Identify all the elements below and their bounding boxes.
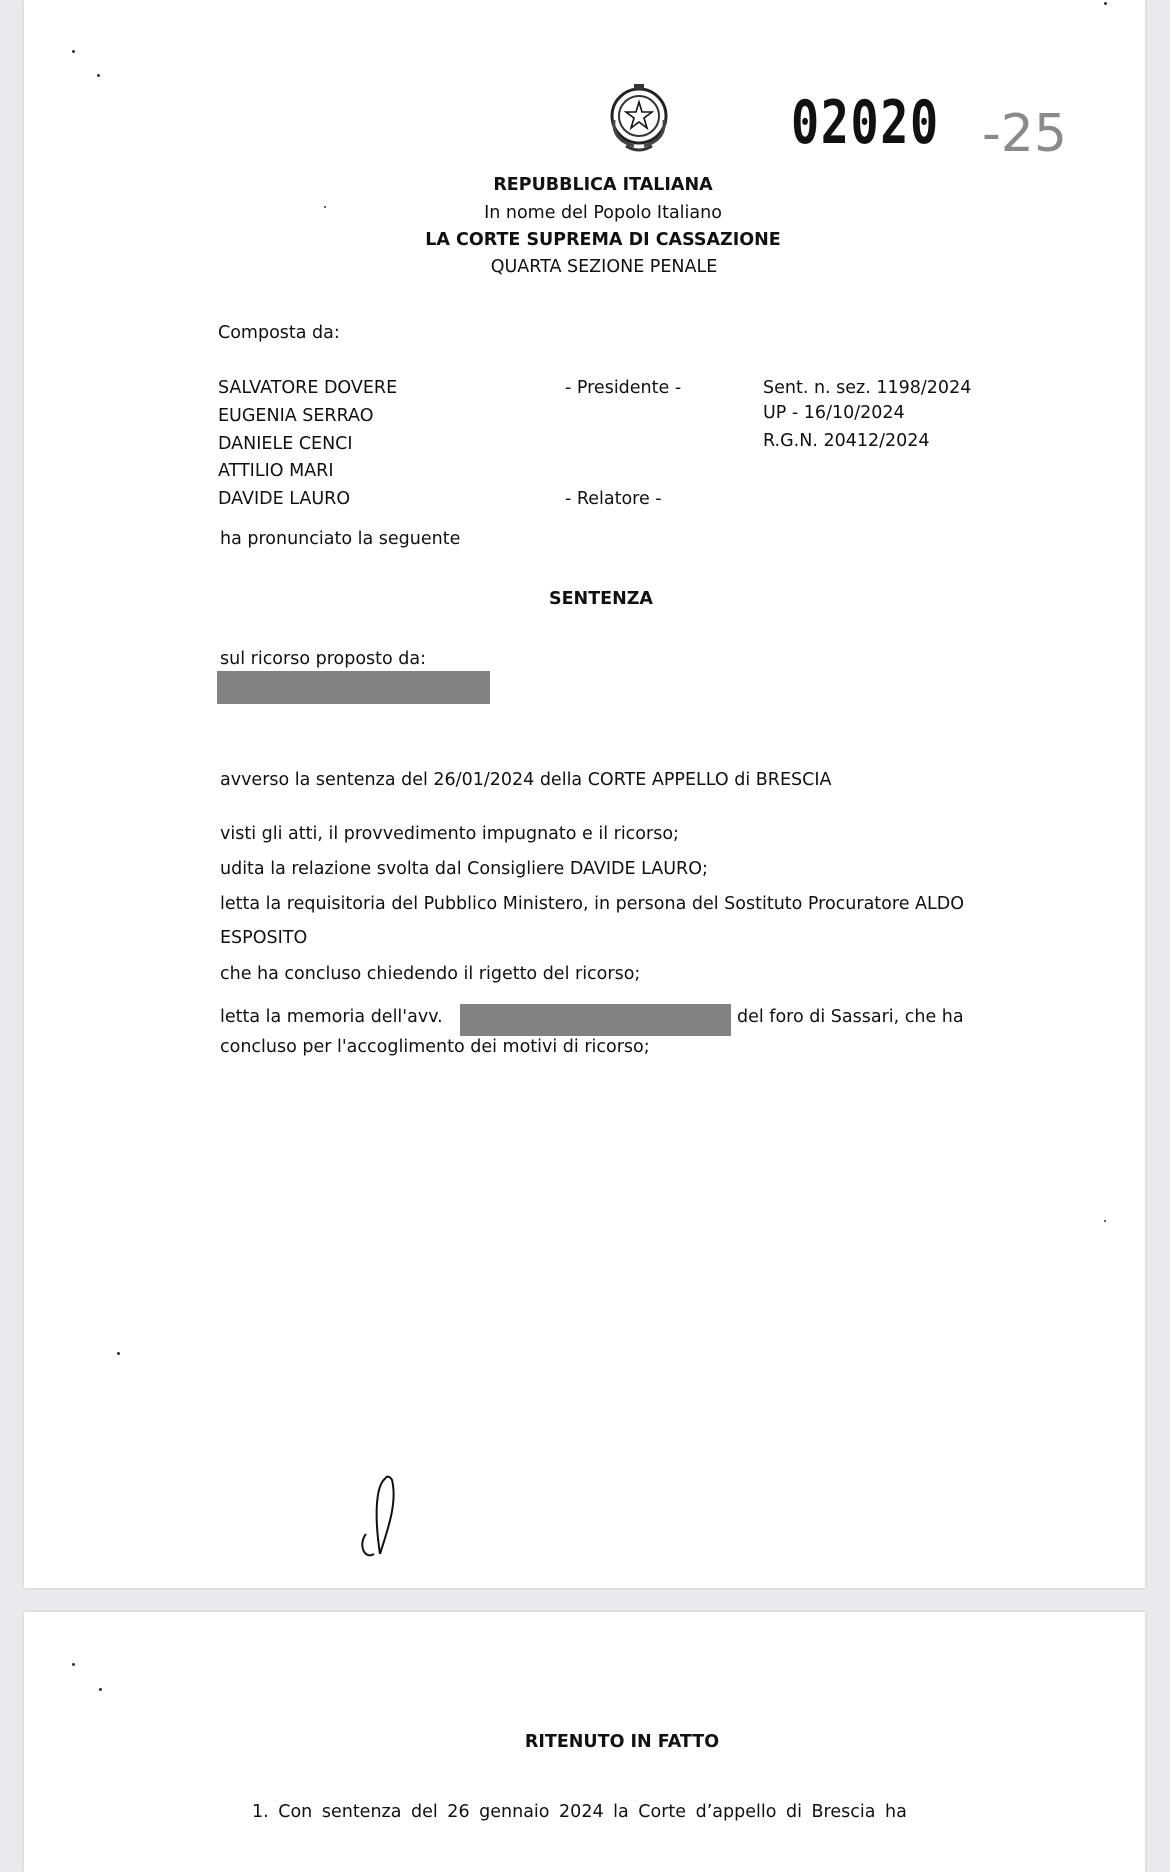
composition-label: Composta da: bbox=[218, 323, 340, 343]
registry-stamp-suffix: -25 bbox=[982, 104, 1067, 164]
against-line: avverso la sentenza del 26/01/2024 della CORTE APPELLO di BRESCIA bbox=[220, 770, 832, 790]
scan-speck bbox=[99, 1688, 102, 1691]
requisitoria-line: letta la requisitoria del Pubblico Ministero, in persona del Sostituto Procuratore ALDO bbox=[220, 894, 964, 914]
header-people: In nome del Popolo Italiano bbox=[484, 203, 722, 223]
concluded-line: che ha concluso chiedendo il rigetto del ricorso; bbox=[220, 964, 641, 984]
sentence-title: SENTENZA bbox=[549, 589, 653, 609]
scan-speck bbox=[324, 206, 326, 208]
scan-speck bbox=[72, 1663, 75, 1666]
registry-stamp-number: 02020 bbox=[791, 88, 940, 158]
scan-speck bbox=[97, 74, 100, 77]
role-rapporteur: - Relatore - bbox=[565, 489, 662, 509]
case-ref-rgn: R.G.N. 20412/2024 bbox=[763, 431, 930, 451]
header-republic: REPUBBLICA ITALIANA bbox=[493, 175, 713, 195]
memo-line-suffix: del foro di Sassari, che ha bbox=[737, 1007, 964, 1027]
appeal-by-line: sul ricorso proposto da: bbox=[220, 649, 427, 669]
document-page-2 bbox=[24, 1612, 1145, 1872]
requisitoria-line-cont: ESPOSITO bbox=[220, 928, 308, 948]
heard-line: udita la relazione svolta dal Consigliere DAVIDE LAURO; bbox=[220, 859, 708, 879]
memo-line-prefix: letta la memoria dell'avv. bbox=[220, 1007, 443, 1027]
italian-emblem-icon bbox=[604, 80, 674, 156]
document-page-1 bbox=[24, 0, 1145, 1588]
member-name: ATTILIO MARI bbox=[218, 461, 334, 481]
memo-line-cont: concluso per l'accoglimento dei motivi di ricorso; bbox=[220, 1037, 650, 1057]
member-name: DANIELE CENCI bbox=[218, 434, 353, 454]
redacted-appellant-name bbox=[217, 671, 490, 704]
pronounced-line: ha pronunciato la seguente bbox=[220, 529, 461, 549]
case-ref-hearing: UP - 16/10/2024 bbox=[763, 403, 905, 423]
header-court: LA CORTE SUPREMA DI CASSAZIONE bbox=[425, 230, 781, 250]
member-name: SALVATORE DOVERE bbox=[218, 378, 398, 398]
member-name: DAVIDE LAURO bbox=[218, 489, 351, 509]
scan-speck bbox=[117, 1352, 120, 1355]
seen-line: visti gli atti, il provvedimento impugnato e il ricorso; bbox=[220, 824, 679, 844]
scan-speck bbox=[1104, 1220, 1106, 1222]
header-section: QUARTA SEZIONE PENALE bbox=[490, 257, 718, 277]
handwritten-signature-icon bbox=[356, 1474, 404, 1564]
scan-speck bbox=[1104, 2, 1107, 5]
scan-speck bbox=[72, 50, 75, 53]
section-heading: RITENUTO IN FATTO bbox=[524, 1732, 720, 1752]
role-president: - Presidente - bbox=[565, 378, 682, 398]
member-name: EUGENIA SERRAO bbox=[218, 406, 374, 426]
case-ref-sentence: Sent. n. sez. 1198/2024 bbox=[763, 378, 972, 398]
redacted-lawyer-name bbox=[460, 1004, 731, 1036]
paragraph-1-start: 1. Con sentenza del 26 gennaio 2024 la Corte d’appello di Brescia ha bbox=[252, 1802, 907, 1822]
